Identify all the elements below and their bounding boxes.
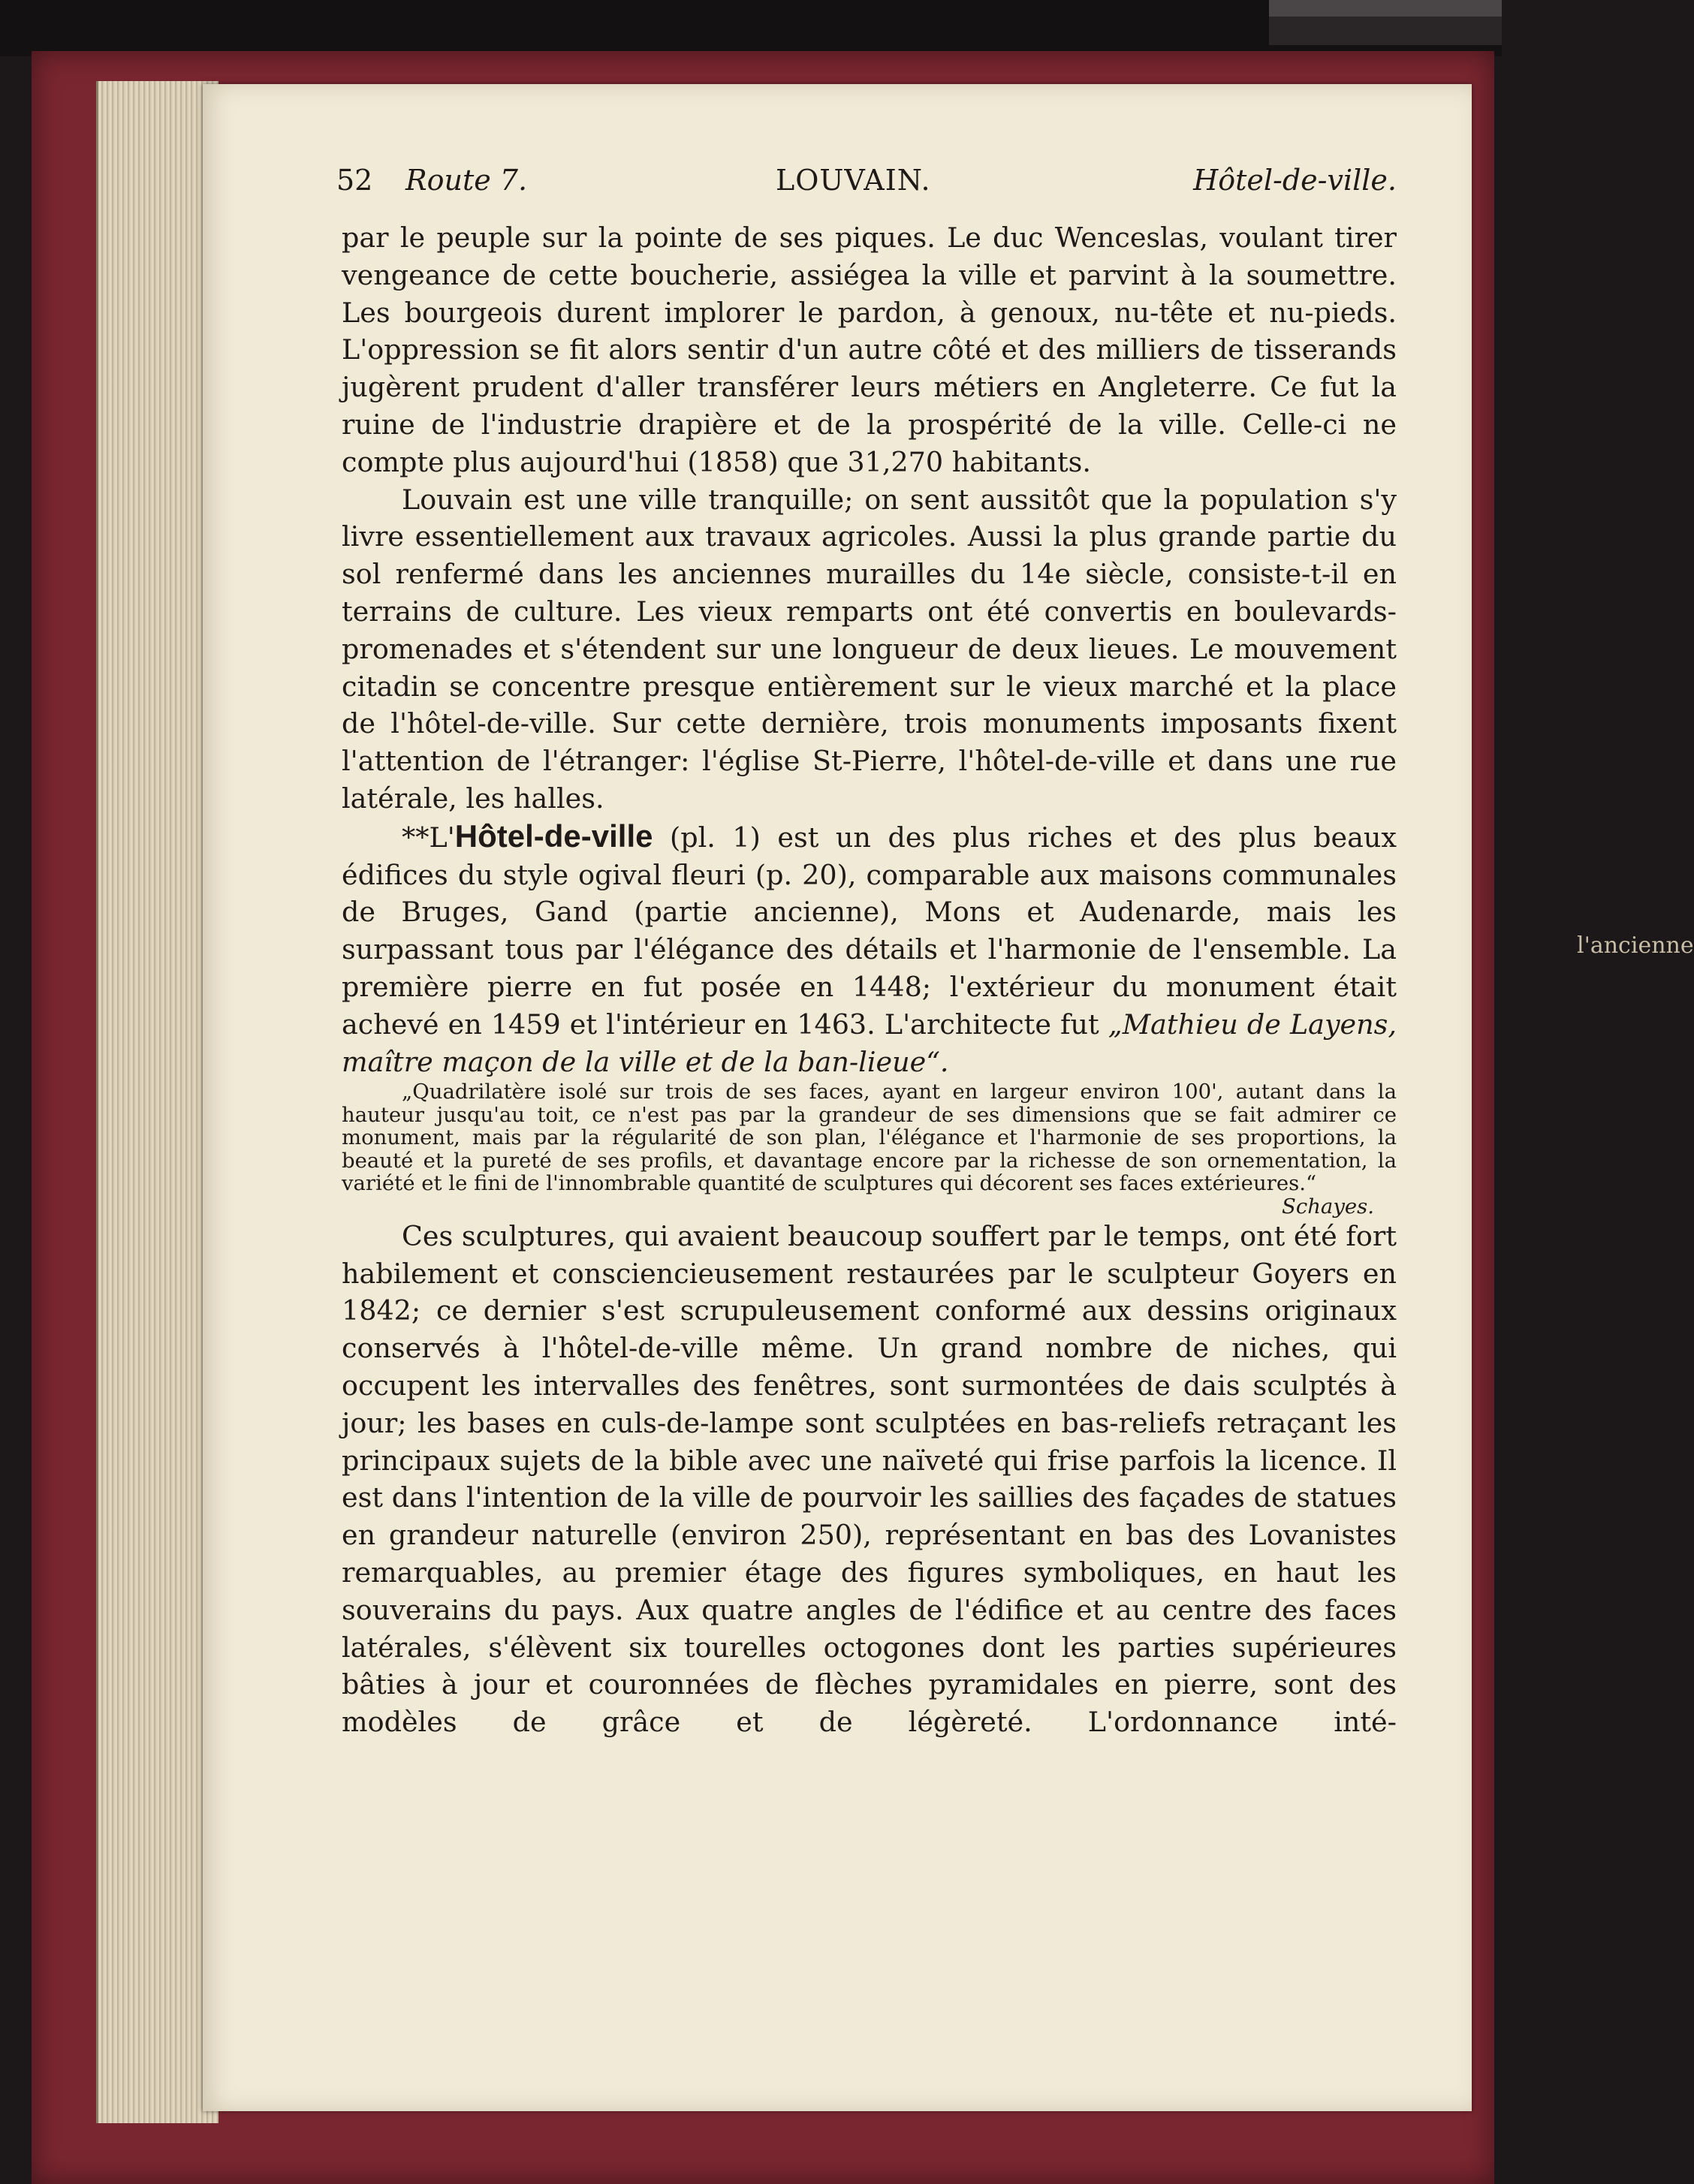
paragraph-town: Louvain est une ville tranquille; on sent aussitôt que la population s'y livre essentiellement aux travaux agricoles. Aussi la plus grande partie du sol renfermé dans les anciennes murailles du 14e siècle, consiste-t-il en terrains de culture. Les vieux remparts ont été convertis en boulevards-promenades et s'étendent sur une longueur de deux lieues. Le mouvement citadin se concentre presque entièrement sur le vieux marché et la place de l'hôtel-de-ville. Sur cette dernière, trois monuments imposants fixent l'attention de l'étranger: l'église St-Pierre, l'hôtel-de-ville et dans une rue latérale, les halles.	[342, 483, 1397, 815]
section-title: Hôtel-de-ville.	[1193, 164, 1397, 197]
quotation-attribution	[342, 1195, 1397, 1218]
city-title: LOUVAIN.	[776, 164, 931, 197]
star-rating-mark: **L'	[402, 821, 455, 854]
page-body	[342, 219, 1397, 1741]
spine-band	[1269, 0, 1502, 17]
architect-name: „Mathieu de Layens, maître maçon de la ville et de la ban-lieue“.	[342, 1008, 1397, 1078]
paragraph-hotel-de-ville	[342, 818, 1397, 1081]
entry-description: (pl. 1) est un des plus riches et des plus beaux édifices du style ogival fleuri (p. 20), comparable aux maisons communales de Bruges, Gand (partie ancienne), Mons et Audenarde, mais les surpassant tous par l'élégance des détails et l'harmonie de l'ensemble. La première pierre en fut posée en 1448; l'extérieur du monument était achevé en 1459 et l'intérieur en 1463. L'architecte fut	[342, 821, 1397, 1041]
page-number: 52	[336, 164, 373, 197]
paragraph-sculptures: Ces sculptures, qui avaient beaucoup souffert par le temps, ont été fort habilement et consciencieusement restaurées par le sculpteur Goyers en 1842; ce dernier s'est scrupuleusement conformé aux dessins originaux conservés à l'hôtel-de-ville même. Un grand nombre de niches, qui occupent les intervalles des fenêtres, sont surmontées de dais sculptés à jour; les bases en culs-de-lampe sont sculptées en bas-reliefs retraçant les principaux sujets de la bible avec une naïveté qui frise parfois la licence. Il est dans l'intention de la ville de pourvoir les saillies des façades de statues en grandeur naturelle (environ 250), représentant en bas des Lovanistes remarquables, au premier étage des figures symboliques, en haut les souverains du pays. Aux quatre angles de l'édifice et au centre des faces latérales, s'élèvent six tourelles octogones dont les parties supérieures bâties à jour et couronnées de flèches pyramidales en pierre, sont des modèles de grâce et de légèreté. L'ordonnance inté-	[342, 1219, 1397, 1739]
entry-title: Hôtel-de-ville	[454, 818, 653, 854]
running-header	[336, 164, 1397, 206]
paragraph-history: par le peuple sur la pointe de ses piques. Le duc Wenceslas, voulant tirer vengeance de cette boucherie, assiégea la ville et parvint à la soumettre. Les bourgeois durent implorer le pardon, à genoux, nu-tête et nu-pieds. L'oppression se fit alors sentir d'un autre côté et des milliers de tisserands jugèrent prudent d'aller transférer leurs métiers en Angleterre. Ce fut la ruine de l'industrie drapière et de la prospérité de la ville. Celle-ci ne compte plus aujourd'hui (1858) que 31,270 habitants.	[342, 221, 1397, 478]
book-spine	[1269, 0, 1502, 45]
bleed-through-text: l'ancienne	[1577, 932, 1694, 959]
quotation: „Quadrilatère isolé sur trois de ses faces, ayant en largeur environ 100', autant dans la hauteur jusqu'au toit, ce n'est pas par la grandeur de ses dimensions que se fait admirer ce monument, mais par la régularité de son plan, l'élégance et l'harmonie de ses proportions, la beauté et la pureté de ses profils, et davantage encore par la richesse de son ornementation, la variété et le fini de l'innombrable quantité de sculptures qui décorent ses faces extérieures.“	[342, 1080, 1397, 1196]
quote-author: Schayes.	[1281, 1194, 1374, 1219]
page-edges	[96, 81, 219, 2123]
route-label: Route 7.	[405, 164, 528, 197]
